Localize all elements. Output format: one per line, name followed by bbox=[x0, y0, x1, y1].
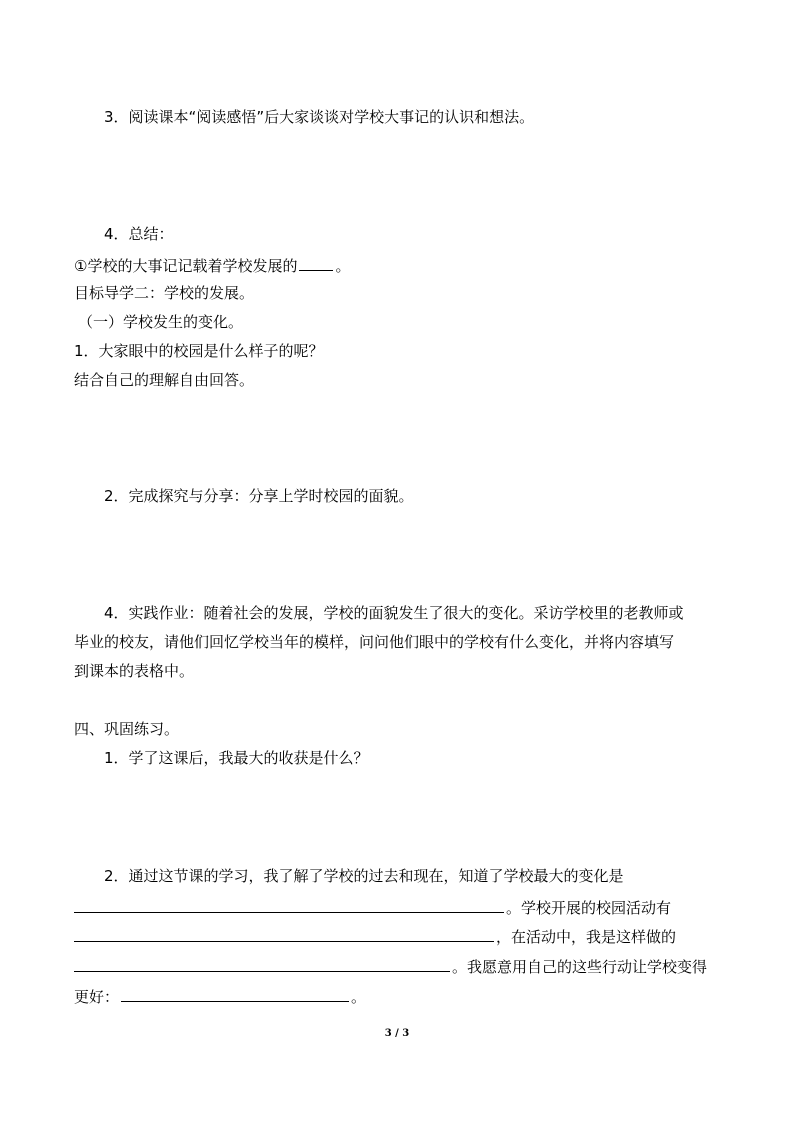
exercise-2-line-2-text: 。学校开展的校园活动有 bbox=[506, 899, 672, 917]
practice-line-1: 4．实践作业：随着社会的发展，学校的面貌发生了很大的变化。采访学校里的老教师或 bbox=[104, 604, 684, 622]
exercise-2-line-1: 2．通过这节课的学习，我了解了学校的过去和现在，知道了学校最大的变化是 bbox=[104, 867, 624, 885]
fill-blank[interactable] bbox=[299, 254, 333, 271]
exercise-2-line-2 bbox=[74, 896, 671, 918]
question-2-explore: 2．完成探究与分享：分享上学时校园的面貌。 bbox=[104, 487, 414, 505]
fill-blank[interactable] bbox=[74, 925, 494, 942]
exercise-2-line-3 bbox=[74, 925, 676, 947]
fill-blank[interactable] bbox=[74, 955, 450, 972]
section-1-heading: （一）学校发生的变化。 bbox=[78, 313, 244, 331]
summary-point-1 bbox=[74, 254, 350, 276]
question-1-hint: 结合自己的理解自由回答。 bbox=[74, 371, 255, 389]
exercise-2-line-5 bbox=[74, 985, 366, 1007]
practice-line-3: 到课本的表格中。 bbox=[74, 662, 195, 680]
fill-blank[interactable] bbox=[74, 896, 504, 913]
summary-point-1-end: 。 bbox=[335, 257, 351, 275]
exercise-2-line-4-text: 。我愿意用自己的这些行动让学校变得 bbox=[452, 958, 708, 976]
summary-point-1-text: ①学校的大事记记载着学校发展的 bbox=[74, 257, 298, 275]
exercise-2-line-3-text: ，在活动中，我是这样做的 bbox=[496, 928, 677, 946]
section-4-heading: 四、巩固练习。 bbox=[74, 720, 180, 738]
exercise-2-line-5-end: 。 bbox=[351, 988, 367, 1006]
question-3-reading: 3．阅读课本“阅读感悟”后大家谈谈对学校大事记的认识和想法。 bbox=[104, 108, 535, 126]
page-number: 3 / 3 bbox=[384, 1028, 410, 1039]
summary-heading: 4．总结： bbox=[104, 225, 174, 243]
goal-2-heading: 目标导学二：学校的发展。 bbox=[74, 284, 255, 302]
question-1-campus: 1．大家眼中的校园是什么样子的呢？ bbox=[74, 342, 324, 360]
practice-line-2: 毕业的校友，请他们回忆学校当年的模样，问问他们眼中的学校有什么变化，并将内容填写 bbox=[74, 633, 675, 651]
fill-blank[interactable] bbox=[121, 985, 349, 1002]
exercise-2-line-5-text: 更好： bbox=[74, 988, 120, 1006]
exercise-2-line-4 bbox=[74, 955, 707, 977]
exercise-1: 1．学了这课后，我最大的收获是什么？ bbox=[104, 749, 369, 767]
